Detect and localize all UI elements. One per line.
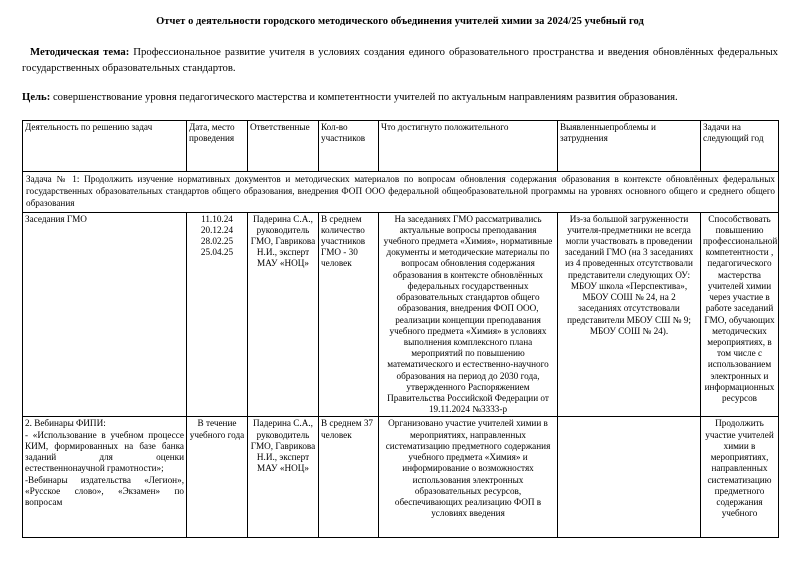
table-header-row bbox=[23, 120, 779, 171]
row-date-4: 25.04.25 bbox=[200, 247, 234, 258]
document-page bbox=[0, 15, 800, 581]
row-date-3: 28.02.25 bbox=[200, 235, 234, 246]
column-header-achievements: Что достигнуто положительного bbox=[379, 120, 558, 171]
row-achievements: На заседаниях ГМО рассматривались актуальные вопросы преподавания учебного предмета «Химия», нормативные документы и методические материалы по вопросам обновления содержания образования в контексте обновлённых федеральных государственных образовательных стандартов общего образования, внедрения ФОП ООО, реализации концепции преподавания учебного предмета «Химия» в условиях выполнения комплексного плана мероприятий по повышению математического и естественно-научного образования на период до 2030 года, утвержденного Распоряжением Правительства Российской Федерации от 19.11.2024 №3333-р bbox=[379, 212, 558, 417]
goal-text: совершенствование уровня педагогического мастерства и компетентности учителей по актуальным направлениям развития образования. bbox=[52, 91, 678, 104]
row-responsible: Падерина С.А., руководитель ГМО, Гаврикова Н.И., эксперт МАУ «НОЦ» bbox=[248, 212, 319, 417]
goal-paragraph bbox=[22, 90, 778, 106]
row-activity: Заседания ГМО bbox=[23, 212, 187, 417]
task-banner-row bbox=[23, 171, 779, 212]
task-banner-cell: Задача № 1: Продолжить изучение нормативных документов и методических материалов по вопросам обновления содержания образования в контексте обновлённых федеральных государственных образовательных стандартов общего образования, внедрения ФОП ООО федеральной общеобразовательной программы на уровнях основного общего и среднего общего образования bbox=[23, 171, 779, 212]
column-header-date-place: Дата, место проведения bbox=[187, 120, 248, 171]
row-date-1: 11.10.24 bbox=[201, 213, 233, 224]
goal-label: Цель: bbox=[22, 91, 51, 104]
table-row bbox=[23, 212, 779, 417]
table-row bbox=[23, 417, 779, 538]
row-dates: В течение учебного года bbox=[187, 417, 248, 538]
row-date-2: 20.12.24 bbox=[200, 224, 234, 235]
column-header-responsible: Ответственные bbox=[248, 120, 319, 171]
methodical-topic-label: Методическая тема: bbox=[30, 46, 130, 59]
row-next-year: Способствовать повышению профессиональной компетентности , педагогического мастерства учителей химии через участие в работе заседаний ГМО, обучающих методических мероприятиях, в том числе с использованием электронных и информационных ресурсов bbox=[701, 212, 779, 417]
column-header-participants: Кол-во участников bbox=[319, 120, 379, 171]
row-dates bbox=[187, 212, 248, 417]
activity-report-table bbox=[22, 120, 779, 539]
row-next-year: Продолжить участие учителей химии в мероприятиях, направленных систематизацию предметного содержания учебного bbox=[701, 417, 779, 538]
row-participants: В среднем 37 человек bbox=[319, 417, 379, 538]
row-activity-line-1: 2. Вебинары ФИПИ: bbox=[25, 418, 106, 429]
row-activity bbox=[23, 417, 187, 538]
row-responsible: Падерина С.А., руководитель ГМО, Гаврикова Н.И., эксперт МАУ «НОЦ» bbox=[248, 417, 319, 538]
row-activity-line-2: - «Использование в учебном процессе КИМ, формированных на базе банка заданий для оценки естественнонаучной грамотности»; bbox=[25, 429, 184, 474]
methodical-topic-paragraph bbox=[22, 45, 778, 76]
methodical-topic-text: Профессиональное развитие учителя в условиях создания единого образовательного пространства и введения обновлённых федеральных государственных образовательных стандартов. bbox=[22, 46, 778, 74]
row-participants: В среднем количество участников ГМО - 30 человек bbox=[319, 212, 379, 417]
column-header-next-year: Задачи на следующий год bbox=[701, 120, 779, 171]
page-title: Отчет о деятельности городского методического объединения учителей химии за 2024/25 учебный год bbox=[156, 16, 644, 27]
column-header-problems: Выявленныепроблемы и затруднения bbox=[558, 120, 701, 171]
row-problems: Из-за большой загруженности учителя-предметники не всегда могли участвовать в проведении заседаний ГМО (на 3 заседаниях из 4 проведенных отсутствовали представители следующих ОУ: МБОУ школа «Перспектива», МБОУ СОШ № 24, на 2 заседаниях отсутствовали представители МБОУ СШ № 9; МБОУ СОШ № 24). bbox=[558, 212, 701, 417]
row-problems bbox=[558, 417, 701, 538]
column-header-activity: Деятельность по решению задач bbox=[23, 120, 187, 171]
row-activity-line-3: -Вебинары издательства «Легион», «Русское слово», «Экзамен» по вопросам bbox=[25, 474, 184, 507]
row-achievements: Организовано участие учителей химии в мероприятиях, направленных систематизацию предметного содержания учебного предмета «Химия» и информирование о возможностях использования электронных образовательных ресурсов, обеспечивающих реализацию ФОП в условиях введения bbox=[379, 417, 558, 538]
